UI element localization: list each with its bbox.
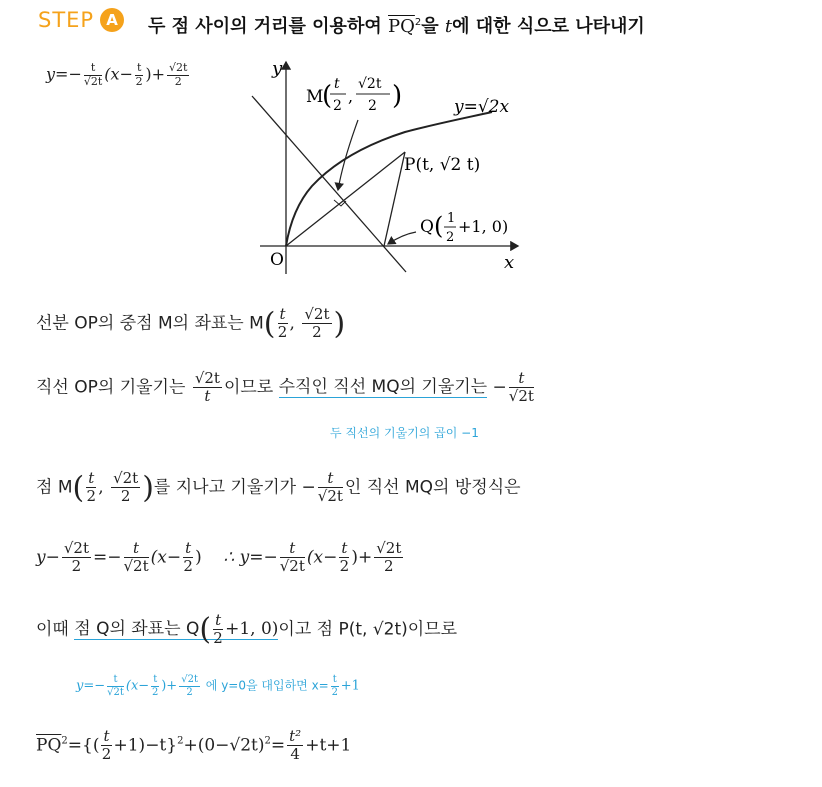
- l3-den: √2t: [317, 487, 343, 506]
- line-slope: [36, 370, 536, 406]
- l4-n2: t: [124, 540, 149, 558]
- note-substitute: [76, 674, 360, 698]
- q-den: 2: [446, 230, 455, 245]
- l6-h: =: [270, 735, 286, 756]
- n2-e: +1: [340, 678, 360, 694]
- l4-g: )+: [351, 547, 373, 568]
- m-den2: 2: [368, 98, 377, 114]
- q-open-paren: (: [434, 212, 444, 240]
- eq-close: )+: [145, 64, 166, 84]
- section-heading: [148, 12, 645, 38]
- n2-d2: 2: [152, 686, 159, 698]
- origin-label: O: [270, 250, 284, 270]
- n2-n2: t: [153, 674, 158, 685]
- x-axis-label: x: [504, 252, 515, 273]
- l5-d: 2: [213, 629, 223, 648]
- l4-n6: √2t: [376, 539, 402, 557]
- line-point-slope: 점 M( $\frac{t}{2}$ , $\frac{√2t}{2}$ )를 지나고 기울기가 − $\frac{t}{√2t}$ 인 직선 MQ의 방정식은: [36, 469, 521, 506]
- l4-n1: √2t: [63, 539, 89, 557]
- curve-label: y=√2x: [454, 97, 510, 117]
- eq-mid-den: 2: [135, 74, 143, 88]
- leader-q: [388, 232, 416, 244]
- n2-a: y=−: [76, 678, 106, 694]
- l4-d: ): [195, 547, 202, 568]
- l4-f: (x−: [306, 547, 338, 568]
- eq-mid: (x−: [104, 64, 133, 84]
- heading-sq: 2: [414, 17, 422, 28]
- point-m-letter: M: [306, 87, 324, 107]
- l2-underlined: 수직인 직선 MQ의 기울기는: [278, 377, 488, 398]
- eq-rden: 2: [174, 74, 182, 88]
- l2-neg: −: [487, 377, 507, 398]
- step-label: [38, 8, 124, 32]
- point-p-label: P(t, √2 t): [404, 155, 481, 175]
- n2-c: )+: [161, 678, 178, 694]
- m-den1: 2: [333, 98, 342, 114]
- heading-t: t: [444, 16, 453, 37]
- eq-num: t: [84, 62, 102, 76]
- line-equation-mq: [36, 540, 405, 576]
- l2-mid: 이므로: [223, 377, 279, 398]
- y-axis-label: y: [272, 58, 283, 79]
- line-pq-squared: [36, 728, 351, 764]
- n2-d3: 2: [186, 686, 193, 698]
- eq-den: √2t: [83, 74, 103, 88]
- eq-lhs: y=−: [46, 64, 82, 84]
- l1-n1: t: [279, 305, 286, 323]
- l1-d1: 2: [277, 323, 288, 342]
- l4-d2: √2t: [123, 557, 149, 576]
- l4-e: ∴ y=−: [223, 547, 278, 568]
- l2-den2: √2t: [508, 387, 534, 406]
- l5-n: t: [215, 611, 222, 629]
- l6-d1: 2: [101, 745, 112, 764]
- l6-e: 2: [177, 735, 184, 747]
- n2-d1: √2t: [107, 686, 124, 698]
- heading-mid: 을: [421, 16, 445, 37]
- l5-underlined: 점 Q의 좌표는 Q: [74, 619, 200, 640]
- m-comma: ,: [348, 87, 354, 106]
- l4-d6: 2: [384, 557, 394, 576]
- m-num1: t: [334, 76, 340, 92]
- graph-figure: [230, 52, 540, 282]
- q-num: 1: [447, 211, 456, 226]
- l2-pre: 직선 OP의 기울기는: [36, 377, 191, 398]
- n2-n3: √2t: [181, 674, 198, 685]
- l4-d1: 2: [71, 557, 82, 576]
- m-open-paren: (: [322, 81, 333, 111]
- l2-num2: t: [509, 370, 534, 388]
- l3-n2: √2t: [113, 469, 139, 487]
- l3-n1: t: [88, 469, 95, 487]
- l5-pre: 이때: [36, 619, 75, 640]
- l6-a: $\overline{PQ}$: [36, 735, 62, 756]
- l6-d: +1)−t}: [113, 735, 178, 756]
- l4-n3: t: [185, 539, 192, 557]
- l2-den: t: [204, 387, 211, 406]
- line-point-q: 이때 점 Q의 좌표는 Q( $\frac{t}{2}$ +1, 0)이고 점 P(t, √2t)이므로: [36, 611, 458, 648]
- l1-n2: √2t: [304, 305, 330, 323]
- leader-m: [338, 120, 358, 190]
- l6-g: 2: [264, 735, 271, 747]
- l4-a: y−: [36, 547, 60, 568]
- heading-post: 에 대한 식으로 나타내기: [452, 16, 645, 37]
- l3-post: 인 직선 MQ의 방정식은: [344, 477, 521, 498]
- m-num2: √2t: [358, 76, 382, 92]
- step-badge: A: [100, 8, 124, 32]
- n2-n1: t: [107, 674, 124, 687]
- l6-c: ={(: [67, 735, 100, 756]
- l1-d2: 2: [312, 323, 322, 342]
- note-perpendicular: 두 직선의 기울기의 곱이 −1: [330, 426, 479, 440]
- l6-n2: t²: [289, 727, 302, 745]
- n2-n4: t: [332, 674, 337, 685]
- l3-pre: 점 M: [36, 477, 73, 498]
- l3-d2: 2: [120, 487, 131, 506]
- graph-line-equation: [46, 62, 191, 88]
- line-midpoint: 선분 OP의 중점 M의 좌표는 M( $\frac{t}{2}$ , $\frac{√2t}{2}$ ): [36, 305, 346, 342]
- l5-post: 이고 점 P(t, √2t)이므로: [278, 619, 458, 640]
- q-rest: +1, 0): [458, 217, 509, 236]
- heading-pre: 두 점 사이의 거리를 이용하여: [148, 16, 388, 37]
- l5-mid: +1, 0): [225, 619, 279, 640]
- l4-b: =−: [93, 547, 122, 568]
- l4-n4: t: [280, 540, 305, 558]
- l4-d5: 2: [339, 557, 350, 576]
- l3-d1: 2: [86, 487, 96, 506]
- l6-d2: 4: [290, 745, 300, 764]
- l4-c: (x−: [150, 547, 182, 568]
- l6-f: +(0−√2t): [183, 735, 265, 756]
- l4-d4: √2t: [279, 557, 305, 576]
- eq-mid-num: t: [136, 61, 142, 74]
- l4-d3: 2: [183, 557, 193, 576]
- l6-n1: t: [103, 727, 110, 745]
- l6-b: 2: [61, 735, 68, 747]
- step-word: STEP: [38, 8, 95, 32]
- point-q-letter: Q: [420, 217, 434, 237]
- l4-n5: t: [341, 539, 348, 557]
- n2-d4: 2: [331, 686, 338, 698]
- m-close-paren: ): [392, 81, 403, 111]
- l3-num: t: [318, 470, 343, 488]
- l3-mid: 를 지나고 기울기가 −: [153, 477, 316, 498]
- l6-i: +t+1: [305, 735, 352, 756]
- n2-b: (x−: [125, 678, 150, 694]
- heading-pq: $\overline{PQ}$: [388, 16, 415, 37]
- l1-pre: 선분 OP의 중점 M의 좌표는 M: [36, 313, 264, 334]
- eq-rnum: √2t: [169, 61, 188, 74]
- l2-num: √2t: [194, 369, 220, 387]
- n2-d: 에 y=0을 대입하면 x=: [201, 678, 329, 693]
